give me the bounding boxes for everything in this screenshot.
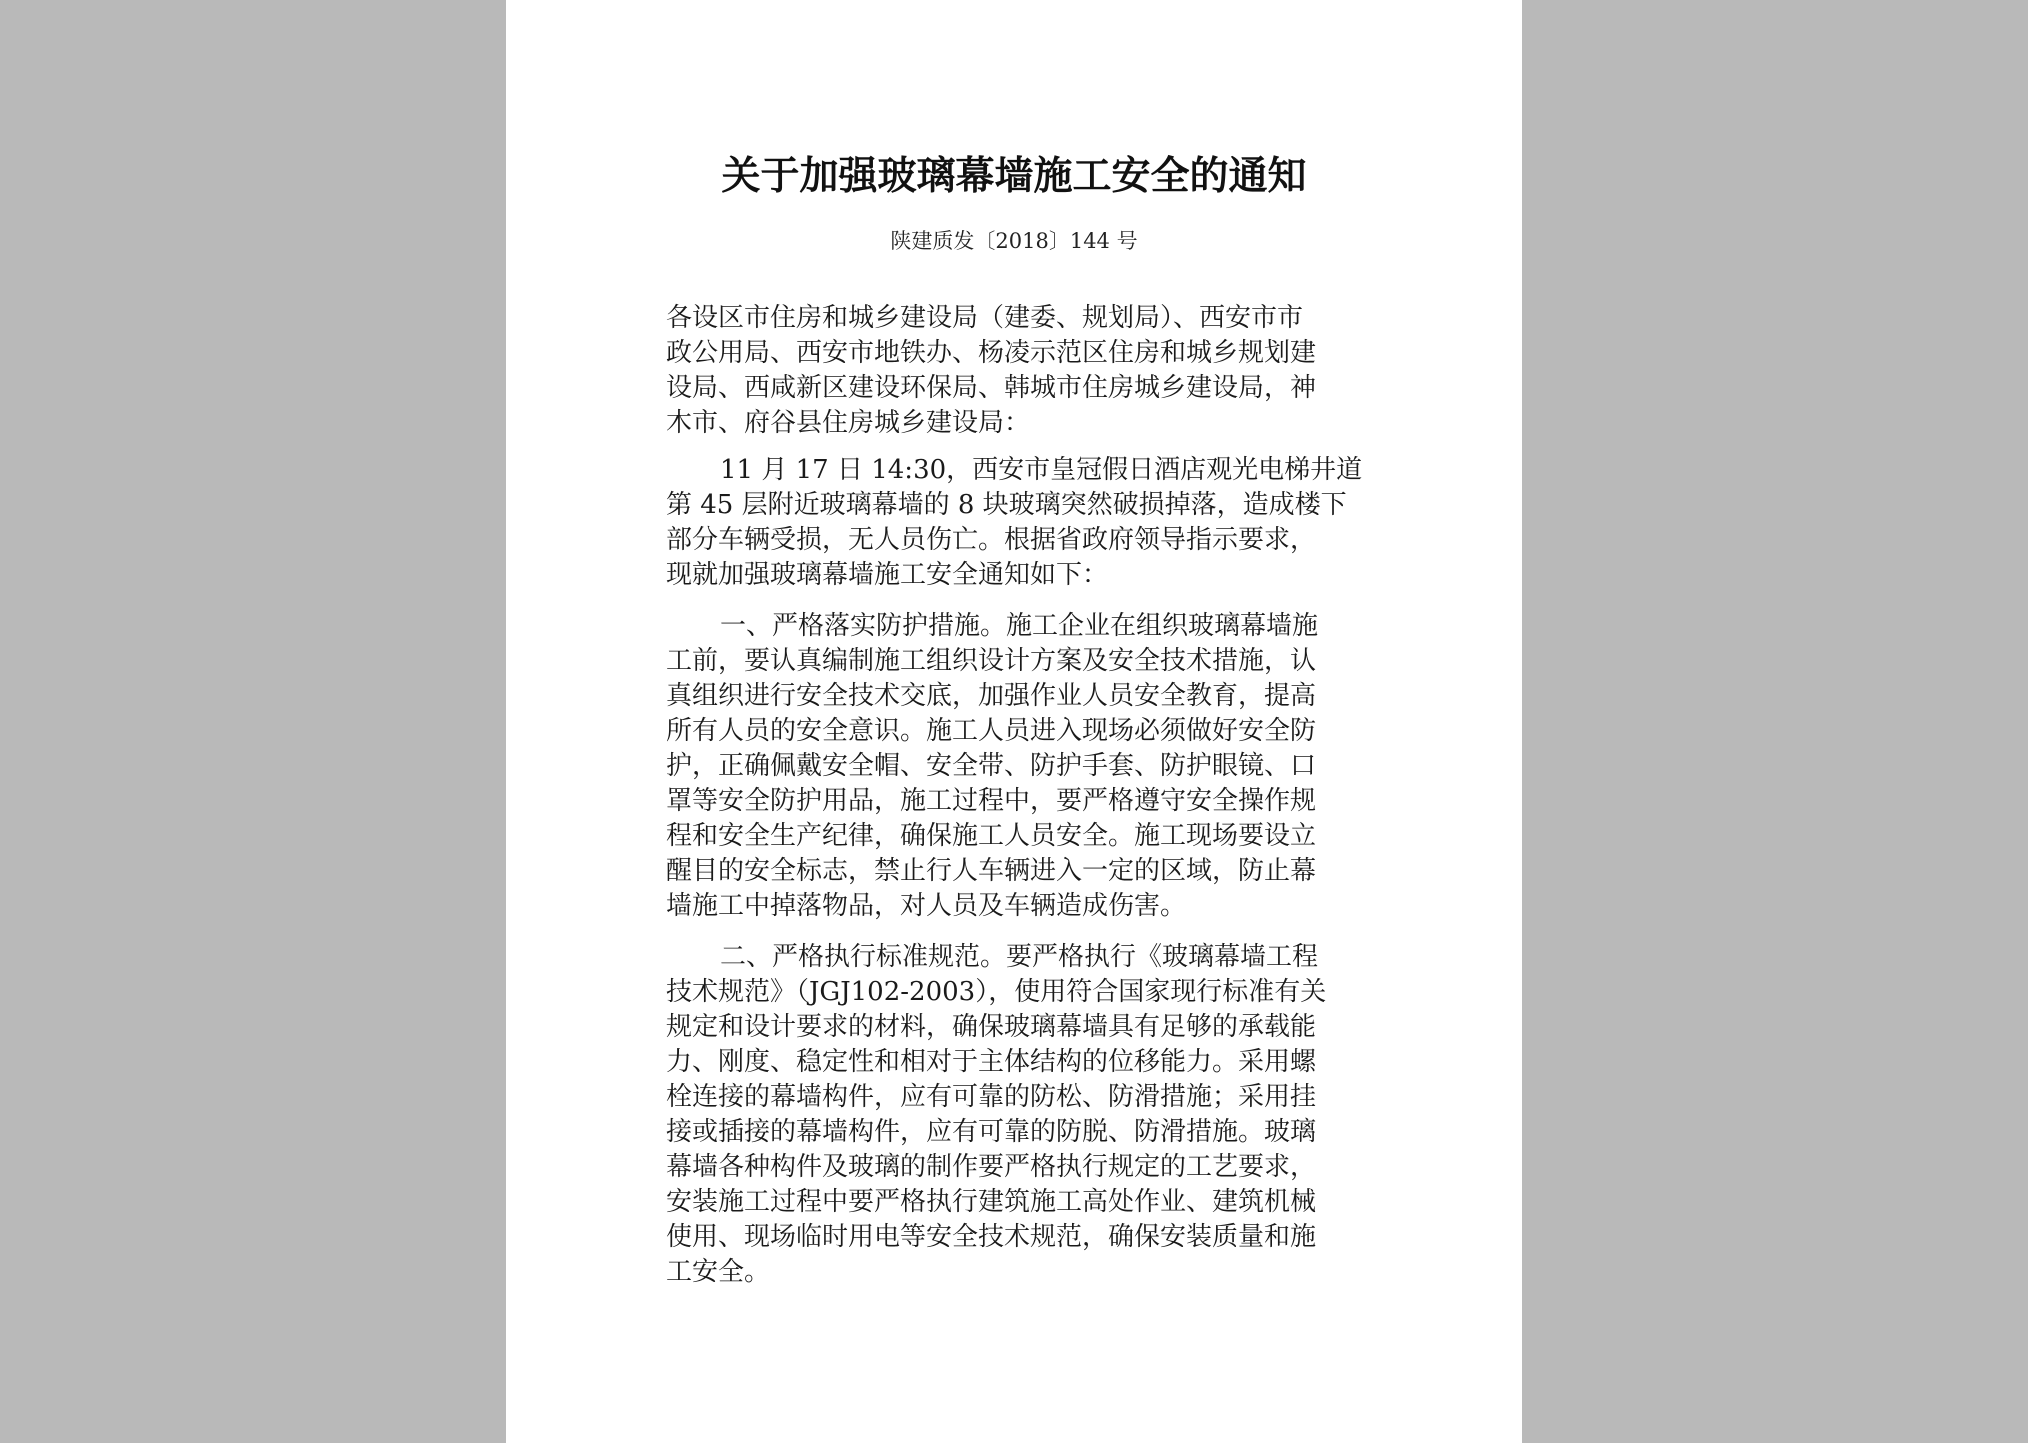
document-page [506, 0, 1522, 1443]
text-line: 程和安全生产纪律，确保施工人员安全。施工现场要设立 [666, 821, 1317, 851]
text-line: 规定和设计要求的材料，确保玻璃幕墙具有足够的承载能 [666, 1012, 1317, 1042]
text-line: 所有人员的安全意识。施工人员进入现场必须做好安全防 [666, 716, 1317, 746]
text-line: 政公用局、西安市地铁办、杨凌示范区住房和城乡规划建 [666, 338, 1317, 368]
text-line: 力、刚度、稳定性和相对于主体结构的位移能力。采用螺 [666, 1047, 1317, 1077]
text-line: 栓连接的幕墙构件，应有可靠的防松、防滑措施；采用挂 [666, 1082, 1317, 1112]
text-line: 罩等安全防护用品，施工过程中，要严格遵守安全操作规 [666, 786, 1317, 816]
text-line: 木市、府谷县住房城乡建设局： [666, 408, 1031, 438]
text-line: 技术规范》（JGJ102-2003），使用符合国家现行标准有关 [666, 977, 1327, 1007]
text-line: 幕墙各种构件及玻璃的制作要严格执行规定的工艺要求， [666, 1152, 1317, 1182]
text-line: 第 45 层附近玻璃幕墙的 8 块玻璃突然破损掉落，造成楼下 [666, 490, 1347, 520]
text-line: 工安全。 [666, 1257, 771, 1287]
text-line: 设局、西咸新区建设环保局、韩城市住房城乡建设局，神 [666, 373, 1317, 403]
text-line: 工前，要认真编制施工组织设计方案及安全技术措施，认 [666, 646, 1317, 676]
text-line: 接或插接的幕墙构件，应有可靠的防脱、防滑措施。玻璃 [666, 1117, 1317, 1147]
text-line: 真组织进行安全技术交底，加强作业人员安全教育，提高 [666, 681, 1317, 711]
text-line: 使用、现场临时用电等安全技术规范，确保安装质量和施 [666, 1222, 1317, 1252]
document-title: 关于加强玻璃幕墙施工安全的通知 [721, 153, 1307, 199]
document-body [506, 0, 1522, 1443]
text-line: 11 月 17 日 14:30，西安市皇冠假日酒店观光电梯井道 [720, 455, 1363, 485]
text-line: 部分车辆受损，无人员伤亡。根据省政府领导指示要求， [666, 525, 1317, 555]
document-number: 陕建质发〔2018〕144 号 [890, 229, 1138, 253]
text-line: 一、严格落实防护措施。施工企业在组织玻璃幕墙施 [720, 611, 1319, 641]
text-line: 各设区市住房和城乡建设局（建委、规划局）、西安市市 [666, 303, 1304, 333]
text-line: 墙施工中掉落物品，对人员及车辆造成伤害。 [666, 891, 1187, 921]
text-line: 安装施工过程中要严格执行建筑施工高处作业、建筑机械 [666, 1187, 1317, 1217]
text-line: 现就加强玻璃幕墙施工安全通知如下： [666, 560, 1109, 590]
text-line: 护，正确佩戴安全帽、安全带、防护手套、防护眼镜、口 [666, 751, 1317, 781]
text-line: 二、严格执行标准规范。要严格执行《玻璃幕墙工程 [720, 942, 1319, 972]
text-line: 醒目的安全标志，禁止行人车辆进入一定的区域，防止幕 [666, 856, 1317, 886]
